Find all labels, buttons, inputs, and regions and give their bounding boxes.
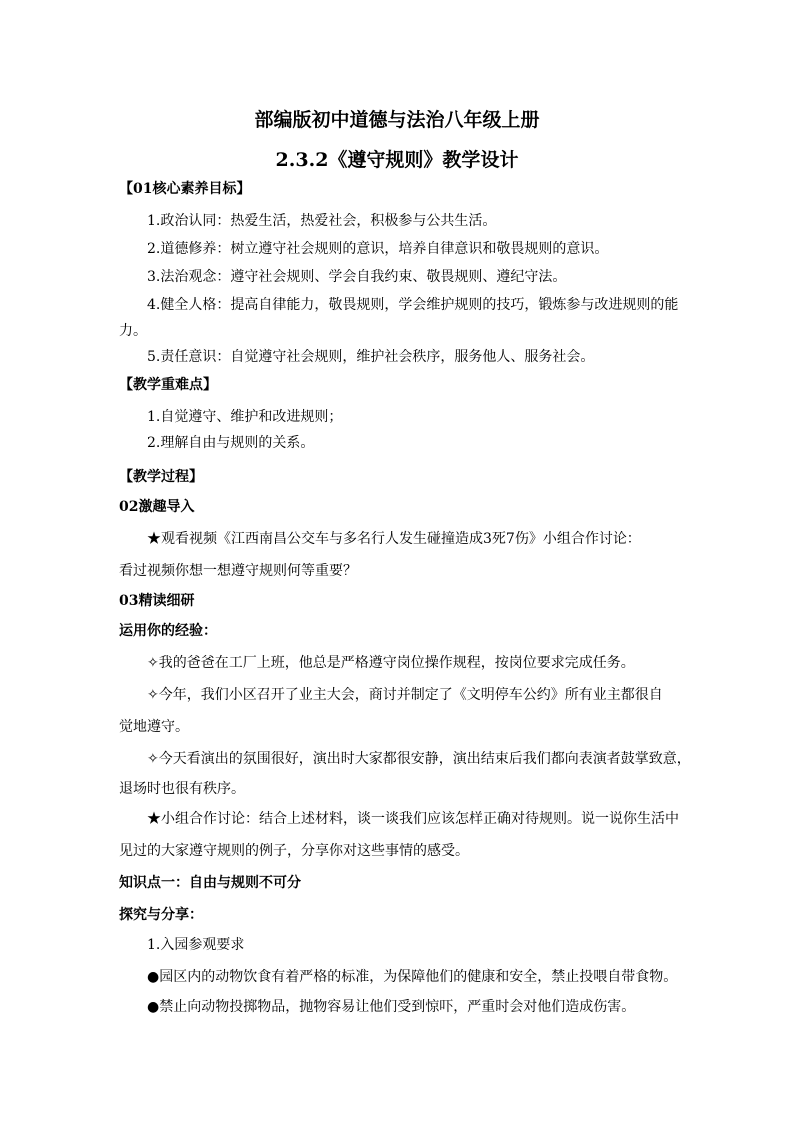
study-heading: 03精读细研 <box>119 593 195 609</box>
experience-item-continued: 退场时也很有秩序。 <box>119 781 245 797</box>
goal-item: 5.责任意识：自觉遵守社会规则，维护社会秩序，服务他人、服务社会。 <box>147 349 595 365</box>
experience-item: ✧今年，我们小区召开了业主大会，商讨并制定了《文明停车公约》所有业主都很自 <box>147 687 663 703</box>
key-point-item: 1.自觉遵守、维护和改进规则； <box>147 409 343 425</box>
experience-item: ✧今天看演出的氛围很好，演出时大家都很安静，演出结束后我们都向表演者鼓掌致意， <box>147 751 691 767</box>
experience-heading: 运用你的经验： <box>119 623 217 639</box>
discussion-prompt: ★小组合作讨论：结合上述材料，谈一谈我们应该怎样正确对待规则。说一说你生活中 <box>147 811 679 827</box>
goal-item: 1.政治认同：热爱生活，热爱社会，积极参与公共生活。 <box>147 213 497 229</box>
discussion-prompt-continued: 见过的大家遵守规则的例子，分享你对这些事情的感受。 <box>119 843 469 859</box>
knowledge-point-heading: 知识点一：自由与规则不可分 <box>119 875 301 891</box>
intro-text: ★观看视频《江西南昌公交车与多名行人发生碰撞造成3死7伤》小组合作讨论： <box>147 531 641 547</box>
bullet-item: ●园区内的动物饮食有着严格的标准，为保障他们的健康和安全，禁止投喂自带食物。 <box>147 969 678 985</box>
section-heading-process: 【教学过程】 <box>119 469 203 485</box>
section-heading-core-goals: 【01核心素养目标】 <box>119 181 251 197</box>
intro-text-continued: 看过视频你想一想遵守规则何等重要？ <box>119 563 357 579</box>
section-heading-key-points: 【教学重难点】 <box>119 377 217 393</box>
goal-item: 3.法治观念：遵守社会规则、学会自我约束、敬畏规则、遵纪守法。 <box>147 269 567 285</box>
explore-heading: 探究与分享： <box>119 907 203 923</box>
key-point-item: 2.理解自由与规则的关系。 <box>147 435 315 451</box>
goal-item: 2.道德修养：树立遵守社会规则的意识，培养自律意识和敬畏规则的意识。 <box>147 241 609 257</box>
explore-item: 1.入园参观要求 <box>147 937 245 953</box>
intro-heading: 02激趣导入 <box>119 499 195 515</box>
experience-item-continued: 觉地遵守。 <box>119 719 189 735</box>
bullet-item: ●禁止向动物投掷物品，抛物容易让他们受到惊吓，严重时会对他们造成伤害。 <box>147 999 636 1015</box>
goal-item: 4.健全人格：提高自律能力，敬畏规则，学会维护规则的技巧，锻炼参与改进规则的能 <box>147 297 679 313</box>
goal-item-continued: 力。 <box>119 323 147 339</box>
document-subtitle: 2.3.2《遵守规则》教学设计 <box>275 149 519 171</box>
document-title: 部编版初中道德与法治八年级上册 <box>254 109 540 131</box>
experience-item: ✧我的爸爸在工厂上班，他总是严格遵守岗位操作规程，按岗位要求完成任务。 <box>147 655 635 671</box>
